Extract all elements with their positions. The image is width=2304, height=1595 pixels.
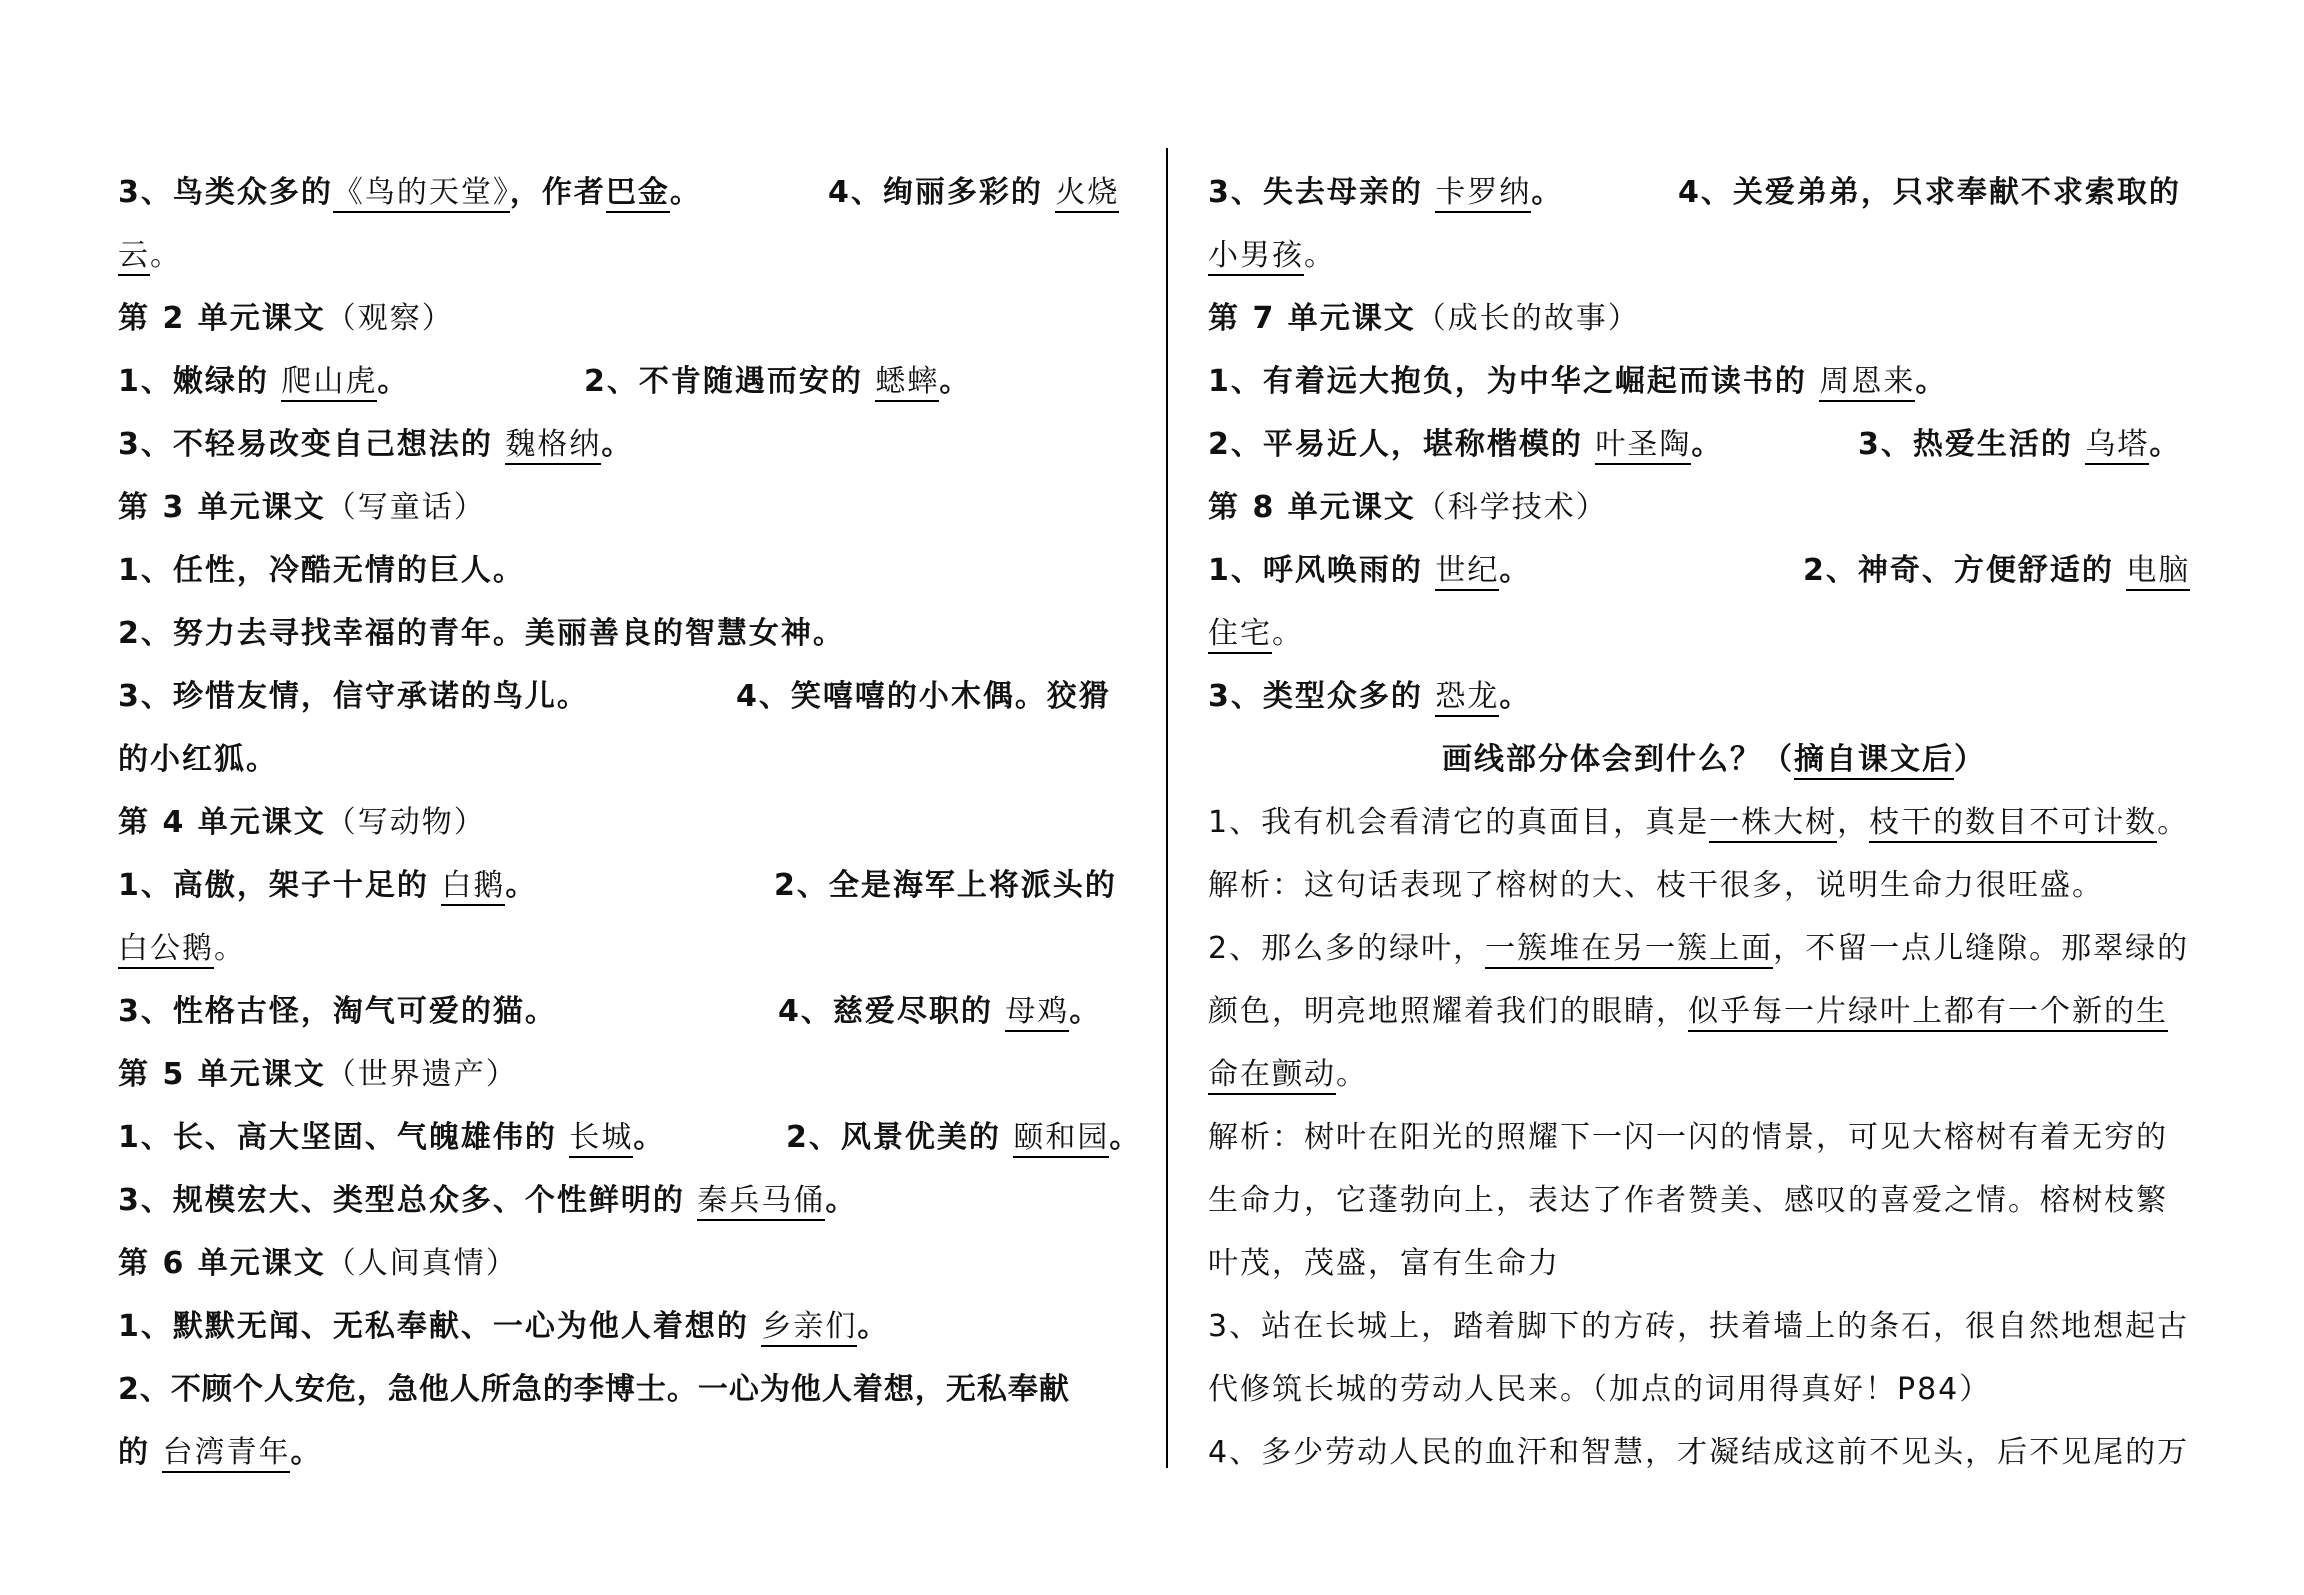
unit4-line2: 2、全是海军上将派头的 (774, 868, 1117, 903)
text: 。 (150, 238, 182, 273)
unit6-line2: 2、不顾个人安危，急他人所急的李博士。一心为他人着想，无私奉献 (118, 1372, 1070, 1407)
text: 。 (1304, 238, 1336, 273)
unit7-line2 (1208, 425, 1723, 465)
question-4-line1: 4、多少劳动人民的血汗和智慧，才凝结成这前不见头，后不见尾的万 (1208, 1435, 2190, 1470)
text: 。 (857, 1309, 890, 1344)
unit7-line1 (1208, 362, 1947, 402)
text: 第 2 单元课文 (118, 301, 326, 336)
answer-underline: 《鸟的天堂》 (333, 175, 510, 213)
unit8-line1 (1208, 551, 1531, 591)
text: （世界遗产） (325, 1057, 518, 1092)
unit6-line2-cont (118, 1433, 322, 1473)
text: 1、呼风唤雨的 (1208, 553, 1423, 588)
text: 。 (601, 427, 634, 462)
text: 4、绚丽多彩的 (828, 175, 1043, 210)
text: 第 3 单元课文 (118, 490, 326, 525)
text: （观察） (325, 301, 454, 336)
text: 2、风景优美的 (786, 1120, 1001, 1155)
analysis-2-line2: 生命力，它蓬勃向上，表达了作者赞美、感叹的喜爱之情。榕树枝繁 (1208, 1183, 2168, 1218)
question-2 (1208, 929, 2189, 969)
unit1-line4-cont (118, 236, 182, 276)
text: 第 4 单元课文 (118, 805, 326, 840)
text: 。 (290, 1435, 323, 1470)
text: 。 (1272, 616, 1304, 651)
unit8-line2 (1803, 551, 2190, 591)
text: 。 (505, 868, 538, 903)
underlined-phrase: 似乎每一片绿叶上都有一个新的生 (1688, 994, 2168, 1032)
text: （科学技术） (1415, 490, 1608, 525)
analysis-1: 解析：这句话表现了榕树的大、枝干很多，说明生命力很旺盛。 (1208, 868, 2104, 903)
question-3-line1: 3、站在长城上，踏着脚下的方砖，扶着墙上的条石，很自然地想起古 (1208, 1309, 2190, 1344)
answer-underline: 叶圣陶 (1595, 427, 1691, 465)
unit8-line3 (1208, 677, 1531, 717)
text: 2、平易近人，堪称楷模的 (1208, 427, 1583, 462)
text: 。 (1915, 364, 1948, 399)
answer-underline: 卡罗纳 (1435, 175, 1531, 213)
unit4-heading (118, 803, 486, 843)
text: 2、不肯随遇而安的 (584, 364, 863, 399)
answer-underline: 周恩来 (1819, 364, 1915, 402)
text: 第 7 单元课文 (1208, 301, 1416, 336)
answer-underline: 蟋蟀 (875, 364, 939, 402)
text: 。 (633, 1120, 666, 1155)
text: 。 (1531, 175, 1564, 210)
analysis-2-line3: 叶茂，茂盛，富有生命力 (1208, 1246, 1560, 1281)
text: （人间真情） (325, 1246, 518, 1281)
answer-underline: 乡亲们 (761, 1309, 857, 1347)
unit5-line2 (786, 1118, 1141, 1158)
text: （写动物） (325, 805, 486, 840)
underlined-phrase: 命在颤动 (1208, 1057, 1336, 1095)
underlined-phrase: 一株大树 (1709, 805, 1837, 843)
column-divider (1166, 148, 1168, 1468)
text: 。 (939, 364, 972, 399)
unit5-line1 (118, 1118, 665, 1158)
unit2-line1 (118, 362, 409, 402)
unit3-line2: 2、努力去寻找幸福的青年。美丽善良的智慧女神。 (118, 616, 845, 651)
underlined-phrase: 一簇堆在另一簇上面 (1485, 931, 1773, 969)
text: 。 (214, 931, 246, 966)
answer-underline: 世纪 (1435, 553, 1499, 591)
text: 。 (1336, 1057, 1368, 1092)
underlined-phrase: 枝干的数目不可计数 (1869, 805, 2157, 843)
text: （成长的故事） (1415, 301, 1640, 336)
unit3-line1: 1、任性，冷酷无情的巨人。 (118, 553, 525, 588)
text: （写童话） (325, 490, 486, 525)
unit3-line3: 3、珍惜友情，信守承诺的鸟儿。 (118, 679, 589, 714)
unit2-line3 (118, 425, 633, 465)
unit4-line4 (778, 992, 1101, 1032)
text: 4、慈爱尽职的 (778, 994, 993, 1029)
unit6-line4-cont (1208, 236, 1336, 276)
text: 第 5 单元课文 (118, 1057, 326, 1092)
text: 。 (669, 175, 702, 210)
unit5-line3 (118, 1181, 857, 1221)
unit2-line2 (584, 362, 971, 402)
answer-underline: 巴金 (606, 175, 670, 213)
unit8-line2-cont (1208, 614, 1304, 654)
text: ，作者 (509, 175, 606, 210)
unit1-line3 (118, 173, 702, 213)
unit7-line3 (1858, 425, 2181, 465)
text: 1、有着远大抱负，为中华之崛起而读书的 (1208, 364, 1807, 399)
text: 。 (1499, 679, 1532, 714)
text: 3、失去母亲的 (1208, 175, 1423, 210)
answer-underline: 住宅 (1208, 616, 1272, 654)
question-3-line2: 代修筑长城的劳动人民来。（加点的词用得真好！P84） (1208, 1372, 1992, 1407)
answer-underline: 爬山虎 (281, 364, 377, 402)
unit8-heading (1208, 488, 1608, 528)
text: 。 (377, 364, 410, 399)
answer-underline: 白鹅 (441, 868, 505, 906)
text: 1、长、高大坚固、气魄雄伟的 (118, 1120, 557, 1155)
unit6-line3 (1208, 173, 1563, 213)
unit3-line4-cont: 的小红狐。 (118, 742, 278, 777)
text: 。 (2149, 427, 2182, 462)
unit7-heading (1208, 299, 1640, 339)
unit6-heading (118, 1244, 518, 1284)
answer-underline: 电脑 (2126, 553, 2190, 591)
answer-underline: 母鸡 (1005, 994, 1069, 1032)
question-2-line3 (1208, 1055, 1368, 1095)
text: 。 (1499, 553, 1532, 588)
answer-underline: 颐和园 (1013, 1120, 1109, 1158)
text: 的 (118, 1435, 150, 1470)
unit4-line2-cont (118, 929, 246, 969)
text: ，不留一点儿缝隙。那翠绿的 (1773, 931, 2190, 966)
answer-underline: 恐龙 (1435, 679, 1499, 717)
text: 第 8 单元课文 (1208, 490, 1416, 525)
unit4-line3: 3、性格古怪，淘气可爱的猫。 (118, 994, 557, 1029)
text: 1、高傲，架子十足的 (118, 868, 429, 903)
text: 。 (1069, 994, 1102, 1029)
answer-underline: 白公鹅 (118, 931, 214, 969)
text: 2、那么多的绿叶， (1208, 931, 1486, 966)
text: 。 (2157, 805, 2190, 840)
unit3-heading (118, 488, 486, 528)
answer-underline: 魏格纳 (505, 427, 601, 465)
unit6-line1 (118, 1307, 889, 1347)
text: 3、不轻易改变自己想法的 (118, 427, 493, 462)
question-1 (1208, 803, 2189, 843)
answer-underline: 乌塔 (2085, 427, 2149, 465)
unit6-line4: 4、关爱弟弟，只求奉献不求索取的 (1678, 175, 2181, 210)
analysis-2-line1: 解析：树叶在阳光的照耀下一闪一闪的情景，可见大榕树有着无穷的 (1208, 1120, 2168, 1155)
text: ， (1837, 805, 1870, 840)
answer-underline: 小男孩 (1208, 238, 1304, 276)
text: 2、神奇、方便舒适的 (1803, 553, 2114, 588)
question-2-line2 (1208, 992, 2168, 1032)
text: 3、热爱生活的 (1858, 427, 2073, 462)
text: 3、类型众多的 (1208, 679, 1423, 714)
answer-underline: 秦兵马俑 (697, 1183, 825, 1221)
answer-underline: 火烧 (1055, 175, 1119, 213)
answer-underline: 云 (118, 238, 150, 276)
answer-underline: 台湾青年 (162, 1435, 290, 1473)
unit3-line4: 4、笑嘻嘻的小木偶。狡猾 (736, 679, 1111, 714)
text: 第 6 单元课文 (118, 1246, 326, 1281)
text: 1、嫩绿的 (118, 364, 269, 399)
title-underline: 摘自课文后 (1794, 742, 1954, 780)
unit1-line4 (828, 173, 1119, 213)
answer-underline: 长城 (569, 1120, 633, 1158)
text: 1、默默无闻、无私奉献、一心为他人着想的 (118, 1309, 749, 1344)
unit4-line1 (118, 866, 537, 906)
text: 3、鸟类众多的 (118, 175, 333, 210)
text: 颜色，明亮地照耀着我们的眼睛， (1208, 994, 1688, 1029)
text: ） (1954, 742, 1986, 777)
text: 。 (1691, 427, 1724, 462)
text: 。 (825, 1183, 858, 1218)
text: 3、规模宏大、类型总众多、个性鲜明的 (118, 1183, 685, 1218)
text: 。 (1109, 1120, 1142, 1155)
unit5-heading (118, 1055, 518, 1095)
section-title (1208, 740, 2220, 780)
text: 1、我有机会看清它的真面目，真是 (1208, 805, 1710, 840)
text: 画线部分体会到什么？（ (1442, 742, 1794, 777)
unit2-heading (118, 299, 454, 339)
